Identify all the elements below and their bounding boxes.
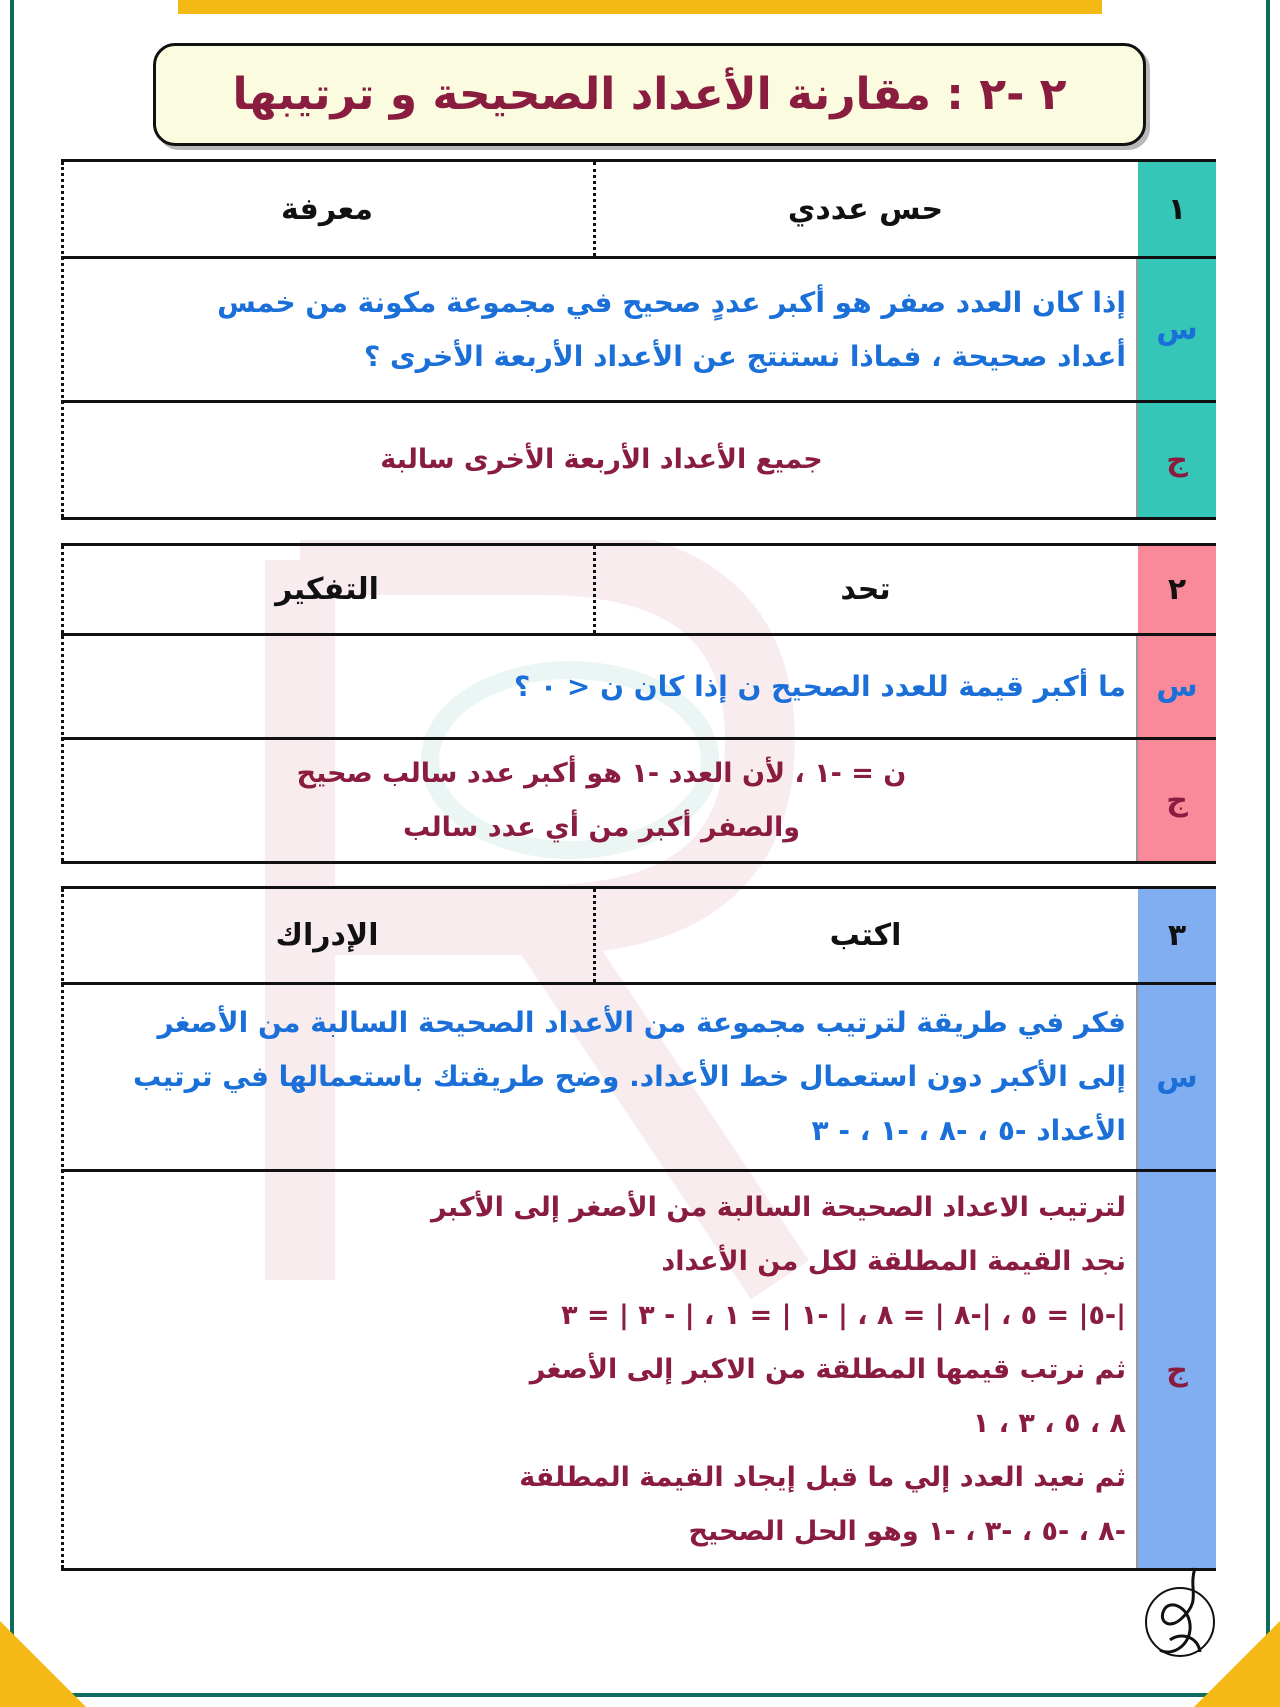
question-row <box>61 256 1216 400</box>
question-line: إذا كان العدد صفر هو أكبر عددٍ صحيح في مجموعة مكونة من خمس <box>217 285 1126 319</box>
question-line: الأعداد -٥ ، -٨ ، -١ ، - ٣ <box>811 1114 1126 1147</box>
question-line: ما أكبر قيمة للعدد الصحيح ن إذا كان ن < ٠ ؟ <box>514 669 1126 703</box>
section-number: ٣ <box>1167 918 1187 953</box>
question-label: س <box>1156 312 1198 347</box>
answer-row <box>61 1169 1216 1568</box>
category-label: حس عددي <box>787 191 944 227</box>
page-frame-bottom <box>10 1693 1270 1697</box>
header-divider <box>593 162 596 256</box>
answer-line: والصفر أكبر من أي عدد سالب <box>402 811 801 843</box>
answer-line: ٨ ، ٥ ، ٣ ، ١ <box>972 1408 1126 1439</box>
page-frame-left <box>10 0 14 1707</box>
answer-line: ثم نرتب قيمها المطلقة من الاكبر إلى الأصغر <box>529 1354 1126 1385</box>
corner-triangle-left <box>0 1621 86 1707</box>
question-content <box>77 636 1126 737</box>
category-cell <box>593 546 1138 633</box>
title-banner <box>153 43 1146 146</box>
answer-row <box>61 737 1216 861</box>
header-divider <box>593 546 596 633</box>
answer-label-cell <box>1136 1172 1216 1568</box>
section-number-cell <box>1138 889 1216 982</box>
skill-cell <box>61 162 593 256</box>
answer-line: |-٥| = ٥ ، |-٨ | = ٨ ، | -١ | = ١ ، | - ٣ | = ٣ <box>561 1300 1126 1331</box>
question-line: فكر في طريقة لترتيب مجموعة من الأعداد الصحيحة السالبة من الأصغر <box>157 1006 1126 1039</box>
answer-line: -٨ ، -٥ ، -٣ ، -١ وهو الحل الصحيح <box>688 1516 1126 1547</box>
skill-label: معرفة <box>280 191 373 227</box>
section-header-row <box>61 546 1216 633</box>
answer-line: ن = -١ ، لأن العدد -١ هو أكبر عدد سالب صحيح <box>296 757 907 789</box>
answer-label-cell <box>1136 740 1216 861</box>
section-number: ١ <box>1167 191 1187 227</box>
question-row <box>61 633 1216 737</box>
skill-cell <box>61 889 593 982</box>
question-line: أعداد صحيحة ، فماذا نستنتج عن الأعداد الأربعة الأخرى ؟ <box>364 339 1126 373</box>
section-header-row <box>61 162 1216 256</box>
question-line: إلى الأكبر دون استعمال خط الأعداد. وضح طريقتك باستعمالها في ترتيب <box>132 1060 1126 1093</box>
header-divider <box>593 889 596 982</box>
answer-row <box>61 400 1216 517</box>
question-content <box>77 259 1126 400</box>
question-label-cell <box>1136 259 1216 400</box>
question-label: س <box>1156 1059 1198 1095</box>
page-title: ٢ -٢ : مقارنة الأعداد الصحيحة و ترتيبها <box>232 69 1067 120</box>
signature-logo <box>1140 1560 1220 1670</box>
category-label: تحد <box>840 572 891 607</box>
section-3 <box>61 886 1216 1571</box>
category-cell <box>593 889 1138 982</box>
skill-cell <box>61 546 593 633</box>
question-content <box>77 985 1126 1169</box>
answer-line: ثم نعيد العدد إلي ما قبل إيجاد القيمة المطلقة <box>519 1462 1126 1493</box>
answer-content <box>77 1172 1126 1568</box>
answer-label: ج <box>1166 442 1188 478</box>
question-label-cell <box>1136 985 1216 1169</box>
answer-line: نجد القيمة المطلقة لكل من الأعداد <box>661 1246 1126 1277</box>
section-number-cell <box>1138 546 1216 633</box>
question-row <box>61 982 1216 1169</box>
section-header-row <box>61 889 1216 982</box>
answer-line: لترتيب الاعداد الصحيحة السالبة من الأصغر إلى الأكبر <box>431 1192 1126 1223</box>
section-number: ٢ <box>1167 572 1187 607</box>
answer-content <box>77 740 1126 861</box>
section-number-cell <box>1138 162 1216 256</box>
question-label: س <box>1156 669 1198 704</box>
section-2 <box>61 543 1216 864</box>
answer-label: ج <box>1166 1352 1188 1388</box>
page-frame-right <box>1266 0 1270 1707</box>
question-label-cell <box>1136 636 1216 737</box>
skill-label: الإدراك <box>275 918 379 953</box>
answer-label-cell <box>1136 403 1216 517</box>
section-1 <box>61 159 1216 520</box>
answer-content <box>77 403 1126 517</box>
category-cell <box>593 162 1138 256</box>
answer-line: جميع الأعداد الأربعة الأخرى سالبة <box>380 444 823 475</box>
category-label: اكتب <box>829 918 902 953</box>
answer-label: ج <box>1166 783 1188 818</box>
skill-label: التفكير <box>275 572 379 607</box>
top-gold-band <box>178 0 1102 14</box>
